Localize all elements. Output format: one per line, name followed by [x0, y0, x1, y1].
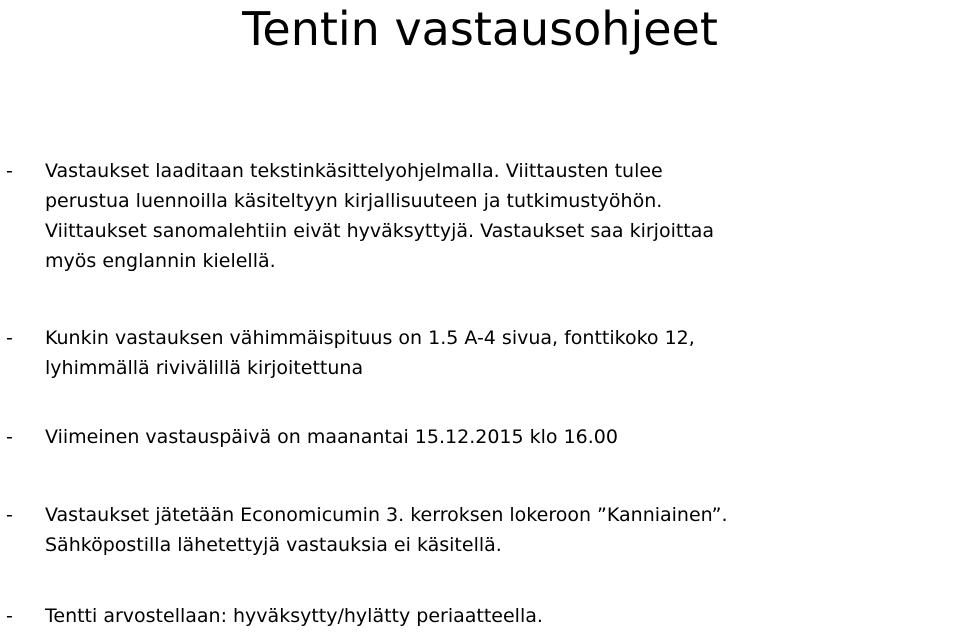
- bullet-dash: -: [6, 160, 13, 182]
- bullet-dash: -: [6, 327, 13, 349]
- bullet-line: myös englannin kielellä.: [45, 250, 276, 272]
- bullet-line: Sähköpostilla lähetettyjä vastauksia ei käsitellä.: [45, 534, 502, 556]
- bullet-line: Viimeinen vastauspäivä on maanantai 15.12.2015 klo 16.00: [45, 426, 618, 448]
- bullet-text: [45, 422, 950, 452]
- bullet-line: Viittaukset sanomalehtiin eivät hyväksyttyjä. Vastaukset saa kirjoittaa: [45, 220, 715, 242]
- bullet-line: perustua luennoilla käsiteltyyn kirjallisuuteen ja tutkimustyöhön.: [45, 190, 663, 212]
- bullet-text: [45, 323, 950, 383]
- bullet-dash: -: [6, 605, 13, 627]
- slide-title: Tentin vastausohjeet: [242, 2, 718, 56]
- bullet-text: [45, 156, 950, 276]
- bullet-line: Tentti arvostellaan: hyväksytty/hylätty periaatteella.: [45, 605, 543, 627]
- bullet-dash: -: [6, 504, 13, 526]
- bullet-dash: -: [6, 426, 13, 448]
- bullet-line: lyhimmällä rivivälillä kirjoitettuna: [45, 357, 364, 379]
- bullet-line: Kunkin vastauksen vähimmäispituus on 1.5 A-4 sivua, fonttikoko 12,: [45, 327, 695, 349]
- bullet-text: [45, 601, 950, 631]
- bullet-line: Vastaukset laaditaan tekstinkäsittelyohjelmalla. Viittausten tulee: [45, 160, 663, 182]
- bullet-line: Vastaukset jätetään Economicumin 3. kerroksen lokeroon ”Kanniainen”.: [45, 504, 728, 526]
- bullet-text: [45, 500, 950, 560]
